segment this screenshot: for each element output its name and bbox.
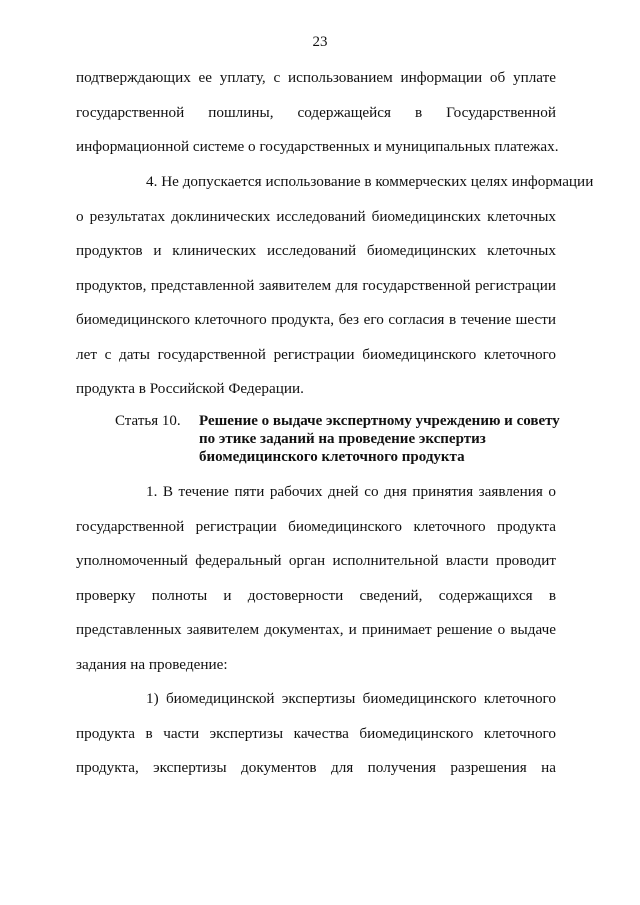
text-line: информационной системе о государственных и муниципальных платежах. [76, 138, 559, 155]
text-line: продуктов и клинических исследований биомедицинских клеточных [76, 242, 556, 259]
paragraph-4 [76, 172, 594, 414]
text-line: о результатах доклинических исследований биомедицинских клеточных [76, 207, 556, 225]
text-line: государственной пошлины, содержащейся в Государственной [76, 103, 556, 121]
article-title-line: Решение о выдаче экспертному учреждению и совету [199, 413, 560, 429]
text-line: продукта, экспертизы документов для получения разрешения на [76, 759, 556, 776]
text-line: задания на проведение: [76, 655, 228, 673]
text-line: продукта в части экспертизы качества биомедицинского клеточного [76, 724, 556, 742]
text-line: государственной регистрации биомедицинского клеточного продукта [76, 517, 556, 535]
text-line: уполномоченный федеральный орган исполнительной власти проводит [76, 552, 556, 569]
text-line: продуктов, представленной заявителем для государственной регистрации [76, 276, 556, 294]
text-line: подтверждающих ее уплату, с использованием информации об уплате [76, 69, 556, 86]
item-1 [76, 689, 556, 793]
text-line: продукта в Российской Федерации. [76, 380, 304, 397]
article-title [199, 412, 569, 466]
text-line: 1) биомедицинской экспертизы биомедицинского клеточного [146, 690, 556, 707]
text-line: 4. Не допускается использование в коммерческих целях информации [146, 173, 594, 190]
page-number: 23 [312, 34, 328, 50]
paragraph-1 [76, 482, 556, 689]
text-line: 1. В течение пяти рабочих дней со дня принятия заявления о [146, 483, 556, 500]
text-line: представленных заявителем документах, и принимает решение о выдаче [76, 621, 556, 638]
article-title-line: биомедицинского клеточного продукта [199, 449, 465, 465]
article-label: Статья 10. [115, 413, 181, 429]
text-line: лет с даты государственной регистрации биомедицинского клеточного [76, 345, 556, 363]
text-line: проверку полноты и достоверности сведений, содержащихся в [76, 586, 556, 604]
text-line: биомедицинского клеточного продукта, без его согласия в течение шести [76, 311, 556, 328]
article-title-line: по этике заданий на проведение экспертиз [199, 431, 486, 447]
continuation-paragraph [76, 68, 559, 172]
